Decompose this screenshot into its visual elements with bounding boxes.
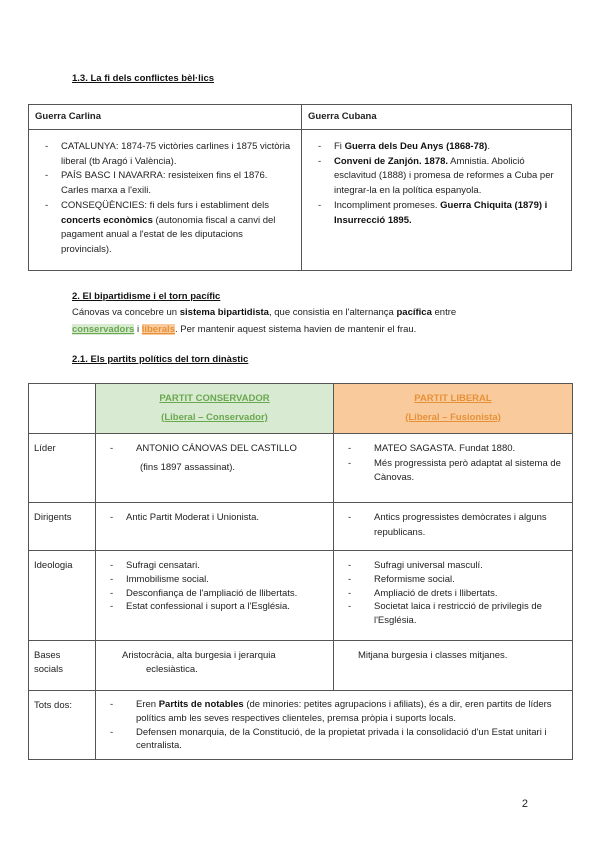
cell-text: MATEO SAGASTA. Fundat 1880. <box>374 443 516 454</box>
row-label: Ideologia <box>34 560 73 571</box>
cell-text: Desconfiança de l'ampliació de llibertats. <box>126 587 298 599</box>
list-item <box>308 199 563 228</box>
page-number: 2 <box>521 798 528 810</box>
bold-text: Conveni de Zanjón. 1878. <box>334 155 449 167</box>
row-label-tots-dos <box>29 691 96 760</box>
carlina-item-text: CONSEQÜÈNCIES: fi dels furs i establiment dels <box>61 199 270 211</box>
conservadors-highlight: conservadors <box>72 323 135 335</box>
row-label: Dirigents <box>34 512 72 523</box>
cons-subtitle: (Liberal – Conservador) <box>161 411 268 423</box>
list-item <box>338 457 568 486</box>
lib-subtitle: (Liberal – Fusionista) <box>405 411 501 423</box>
cell-text: Immobilisme social. <box>126 573 209 585</box>
cell-text: Antics progressistes demòcrates i alguns republicans. <box>374 512 547 538</box>
cell-text: Aristocràcia, alta burgesia i jerarquia <box>122 650 276 661</box>
cubana-list <box>308 140 563 228</box>
cubana-item-text: Incompliment promeses. <box>334 199 441 211</box>
list-item <box>338 587 568 601</box>
header-guerra-carlina: Guerra Carlina <box>29 105 302 130</box>
row-label: socials <box>34 663 64 675</box>
list-item <box>100 559 329 573</box>
lib-bases-cell <box>334 641 573 691</box>
row-label: Tots dos: <box>34 700 73 711</box>
cell-text: ANTONIO CÁNOVAS DEL CASTILLO <box>136 443 297 454</box>
lib-ideologia-cell <box>334 551 573 641</box>
bold-text: pacífica <box>396 307 432 318</box>
cell-text: Estat confessional i suport a l'Església. <box>126 601 290 613</box>
cell-text: eclesiàstica. <box>146 663 198 675</box>
list-item <box>35 169 293 198</box>
cell-text: (fins 1897 assassinat). <box>140 461 236 473</box>
lib-dirigents-list <box>338 511 568 540</box>
bold-text: sistema bipartidista <box>179 307 269 318</box>
tots-dos-list <box>100 698 564 753</box>
parties-table <box>28 383 573 760</box>
cell-text: Mitjana burgesia i classes mitjanes. <box>358 650 508 661</box>
cubana-item-text: Fi <box>334 141 345 152</box>
section-1-3-title: 1.3. La fi dels conflictes bèl·lics <box>72 73 215 84</box>
paragraph-text: i <box>134 323 142 335</box>
row-label-ideologia <box>29 551 96 641</box>
header-partit-conservador <box>96 384 334 434</box>
cell-text: Sufragi universal masculí. <box>374 560 483 571</box>
list-item <box>100 587 329 601</box>
header-guerra-cubana: Guerra Cubana <box>302 105 572 130</box>
list-item <box>338 559 568 573</box>
list-item <box>308 155 563 199</box>
bold-text: Guerra dels Deu Anys (1868-78) <box>344 141 488 152</box>
cell-text: Defensen monarquia, de la Constitució, de la propietat privada i la consolidació d'un Estat unitari i centralista. <box>136 726 547 752</box>
list-item <box>338 511 568 540</box>
list-item <box>100 442 329 457</box>
wars-table <box>28 104 572 271</box>
cell-text: Ampliació de drets i llibertats. <box>374 587 498 599</box>
cons-title: PARTIT CONSERVADOR <box>159 392 270 404</box>
row-label-dirigents <box>29 503 96 551</box>
bold-text: Guerra Chiquita (1879) i Insurrecció 1895. <box>334 199 548 226</box>
carlina-item-text: PAÍS BASC I NAVARRA: resisteixen fins el 1876. Carles marxa a l'exili. <box>61 170 268 197</box>
liberals-highlight: liberals <box>141 323 175 335</box>
cubana-item-text: Amnistia. Abolició esclavitud (1888) i promesa de reformes a Cuba per integrar-la en la política espanyola. <box>334 155 554 197</box>
cell-text: Societat laica i restricció de privilegis de l'Església. <box>374 601 542 627</box>
cons-lider-list <box>100 442 329 457</box>
paragraph-text: entre <box>431 307 457 318</box>
list-item <box>100 573 329 587</box>
list-item <box>338 442 568 457</box>
cons-ideologia-cell <box>96 551 334 641</box>
list-item <box>100 726 564 754</box>
carlina-item-text: (autonomia fiscal a canvi del pagament anual a l'estat de les diputacions provincials). <box>61 214 276 256</box>
cubana-item-text: . <box>487 141 490 152</box>
row-label-bases-socials <box>29 641 96 691</box>
paragraph-text: , que consistia en l'alternança <box>268 307 397 318</box>
carlina-cell <box>29 130 302 271</box>
cons-dirigents-cell <box>96 503 334 551</box>
cell-text: Eren <box>136 699 159 710</box>
cell-text: Antic Partit Moderat i Unionista. <box>126 512 260 523</box>
row-label-lider <box>29 434 96 503</box>
list-item <box>35 140 293 169</box>
list-item <box>338 573 568 587</box>
cons-bases-cell <box>96 641 334 691</box>
list-item <box>100 698 564 726</box>
paragraph-text: Cánovas va concebre un <box>72 307 180 318</box>
section-2-1-title: 2.1. Els partits polítics del torn dinàstic <box>72 354 249 365</box>
cell-text: Sufragi censatari. <box>126 560 200 571</box>
cell-text: Més progressista però adaptat al sistema de Cànovas. <box>374 457 561 484</box>
carlina-item-text: CATALUNYA: 1874-75 victòries carlines i 1875 victòria liberal (tb Aragó i València). <box>61 141 291 167</box>
row-label: Líder <box>34 443 56 454</box>
lib-dirigents-cell <box>334 503 573 551</box>
row-label: Bases <box>34 650 61 661</box>
paragraph-text: . Per mantenir aquest sistema havien de mantenir el frau. <box>174 323 417 335</box>
cons-lider-cell <box>96 434 334 503</box>
cons-ideologia-list <box>100 559 329 614</box>
cons-dirigents-list <box>100 511 329 526</box>
lib-lider-cell <box>334 434 573 503</box>
cell-text: (de minories: petites agrupacions i afiliats), és a dir, eren partits de líders polítics amb les seves respectives clienteles, premsa pròpia i suports locals. <box>136 699 552 724</box>
section-2-paragraph <box>72 305 542 338</box>
tots-dos-cell <box>96 691 573 760</box>
lib-ideologia-list <box>338 559 568 628</box>
list-item <box>100 511 329 526</box>
empty-corner-cell <box>29 384 96 434</box>
cubana-cell <box>302 130 572 271</box>
list-item <box>35 199 293 258</box>
cell-text: Reformisme social. <box>374 573 455 585</box>
lib-title: PARTIT LIBERAL <box>414 392 492 404</box>
list-item <box>100 600 329 614</box>
bold-text: concerts econòmics <box>61 214 153 226</box>
section-2-title: 2. El bipartidisme i el torn pacífic <box>72 291 221 302</box>
list-item <box>338 600 568 628</box>
carlina-list <box>35 140 293 258</box>
lib-lider-list <box>338 442 568 486</box>
list-item <box>308 140 563 155</box>
bold-text: Partits de notables <box>158 699 244 710</box>
header-partit-liberal <box>334 384 573 434</box>
